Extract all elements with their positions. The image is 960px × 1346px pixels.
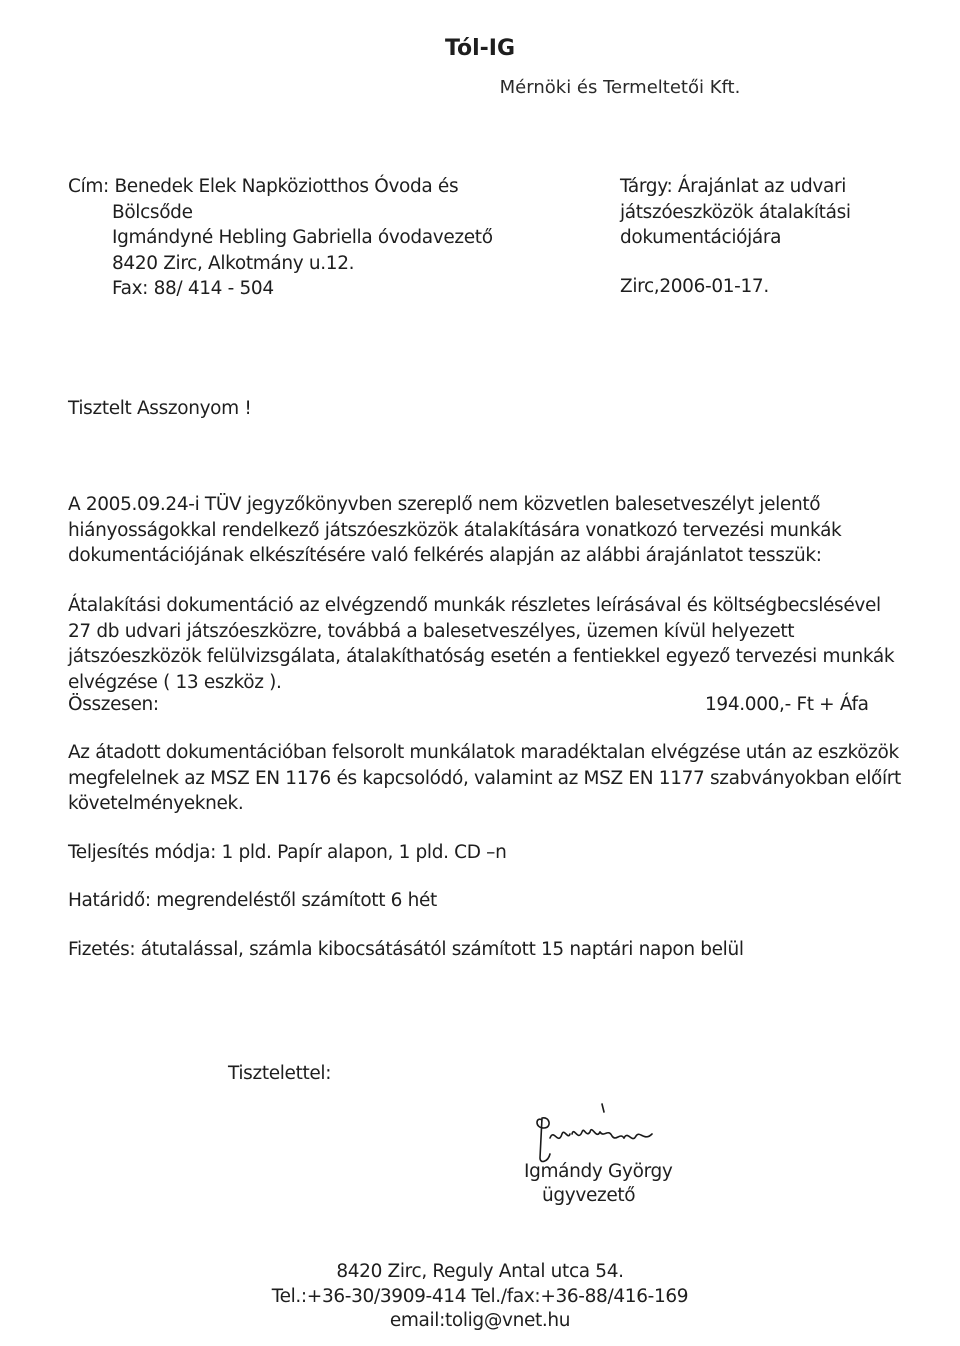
paragraph-line: A 2005.09.24-i TÜV jegyzőkönyvben szereplő nem közvetlen balesetveszélyt jelentő (68, 494, 821, 515)
paragraph-line: 27 db udvari játszóeszközre, továbbá a balesetveszélyes, üzemen kívül helyezett (68, 620, 795, 642)
paragraph-compliance (68, 740, 901, 817)
subject-label: Tárgy: (620, 176, 673, 197)
recipient-street-address: 8420 Zirc, Alkotmány u.12. (112, 252, 355, 274)
letter-date: Zirc,2006-01-17. (620, 276, 769, 297)
payment-terms: Fizetés: átutalással, számla kibocsátásától számított 15 naptári napon belül (68, 939, 744, 960)
recipient-label: Cím: (68, 176, 109, 197)
recipient-line-1 (68, 174, 493, 200)
recipient-address (68, 174, 493, 302)
paragraph-line: megfelelnek az MSZ EN 1176 és kapcsolódó, valamint az MSZ EN 1177 szabványokban előírt (68, 767, 901, 789)
footer-address: 8420 Zirc, Reguly Antal utca 54. (336, 1261, 624, 1282)
footer-phone: Tel.:+36-30/3909-414 Tel./fax:+36-88/416-169 (271, 1286, 689, 1307)
paragraph-request (68, 492, 841, 569)
signer-title: ügyvezető (542, 1185, 636, 1206)
signer-name: Igmándy György (524, 1161, 673, 1182)
handwritten-signature (528, 1098, 668, 1168)
recipient-institution: Benedek Elek Napköziotthos Óvoda és (114, 176, 459, 197)
paragraph-line: követelményeknek. (68, 793, 244, 814)
paragraph-line: Az átadott dokumentációban felsorolt munkálatok maradéktalan elvégzése után az eszközök (68, 742, 899, 763)
subject-line-3: dokumentációjára (620, 227, 782, 248)
paragraph-line: Átalakítási dokumentáció az elvégzendő munkák részletes leírásával és költségbecslésével (68, 595, 881, 616)
paragraph-line: dokumentációjának elkészítésére való felkérés alapján az alábbi árajánlatot tesszük: (68, 545, 822, 566)
subject-block (620, 174, 851, 251)
subject-line-2: játszóeszközök átalakítási (620, 201, 851, 223)
subject-line-1 (620, 174, 851, 200)
recipient-contact-person: Igmándyné Hebling Gabriella óvodavezető (112, 227, 493, 248)
paragraph-line: hiányosságokkal rendelkező játszóeszközök átalakítására vonatkozó tervezési munkák (68, 519, 842, 541)
company-name: Tól-IG (444, 36, 516, 61)
paragraph-scope (68, 593, 894, 695)
salutation: Tisztelt Asszonyom ! (68, 398, 252, 419)
subject-text-1: Árajánlat az udvari (677, 176, 847, 197)
recipient-fax: Fax: 88/ 414 - 504 (112, 278, 274, 299)
completion-terms: Teljesítés módja: 1 pld. Papír alapon, 1 pld. CD –n (68, 842, 507, 863)
paragraph-line: elvégzése ( 13 eszköz ). (68, 671, 282, 693)
recipient-line-2: Bölcsőde (112, 201, 193, 223)
paragraph-line: játszóeszközök felülvizsgálata, átalakíthatóság esetén a fentiekkel egyező tervezési munkák (68, 646, 895, 667)
footer-email: email:tolig@vnet.hu (389, 1310, 571, 1331)
total-amount: 194.000,- Ft + Áfa (705, 694, 869, 715)
company-type: Mérnöki és Termeltetői Kft. (499, 77, 741, 98)
deadline-terms: Határidő: megrendeléstől számított 6 hét (68, 890, 437, 911)
closing-phrase: Tisztelettel: (228, 1063, 332, 1084)
total-label: Összesen: (68, 694, 159, 715)
